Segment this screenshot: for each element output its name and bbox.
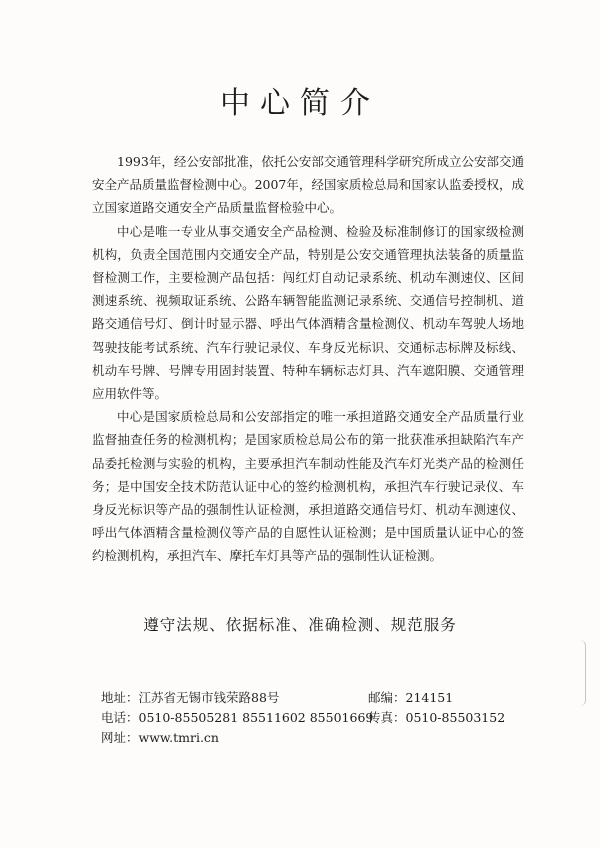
website-text: 网址：www.tmri.cn xyxy=(101,730,219,745)
slogan: 遵守法规、依据标准、准确检测、规范服务 xyxy=(143,616,457,634)
introduction-body xyxy=(92,150,524,568)
contact-row-1 xyxy=(101,688,521,708)
paragraph-scope: 中心是唯一专业从事交通安全产品检测、检验及标准制修订的国家级检测机构，负责全国范围内交通安全产品，特别是公安交通管理执法装备的质量监督检测工作，主要检测产品包括：闯红灯自动记录系统、机动车测速仪、区间测速系统、视频取证系统、公路车辆智能监测记录系统、交通信号控制机、道路交通信号灯、倒计时显示器、呼出气体酒精含量检测仪、机动车驾驶人场地驾驶技能考试系统、汽车行驶记录仪、车身反光标识、交通标志标牌及标线、机动车号牌、号牌专用固封装置、特种车辆标志灯具、汽车遮阳膜、交通管理应用软件等。 xyxy=(92,223,524,402)
paper-edge-mark xyxy=(579,640,586,706)
page-title: 中心简介 xyxy=(220,86,380,121)
contact-row-2 xyxy=(101,708,521,728)
phone-text: 电话：0510-85505281 85511602 85501669 xyxy=(101,710,374,725)
fax-text: 传真：0510-85503152 xyxy=(368,710,506,725)
address-text: 地址：江苏省无锡市钱荣路88号 xyxy=(101,690,280,705)
contact-block xyxy=(101,688,521,748)
contact-row-3 xyxy=(101,728,521,748)
postcode-text: 邮编：214151 xyxy=(368,690,454,705)
paragraph-authority: 中心是国家质检总局和公安部指定的唯一承担道路交通安全产品质量行业监督抽查任务的检测机构；是国家质检总局公布的第一批获准承担缺陷汽车产品委托检测与实验的机构，主要承担汽车制动性能及汽车灯光类产品的检测任务；是中国安全技术防范认证中心的签约检测机构，承担汽车行驶记录仪、车身反光标识等产品的强制性认证检测，承担道路交通信号灯、机动车测速仪、呼出气体酒精含量检测仪等产品的自愿性认证检测；是中国质量认证中心的签约检测机构，承担汽车、摩托车灯具等产品的强制性认证检测。 xyxy=(92,409,524,564)
paragraph-history: 1993年，经公安部批准，依托公安部交通管理科学研究所成立公安部交通安全产品质量监督检测中心。2007年，经国家质检总局和国家认监委授权，成立国家道路交通安全产品质量监督检验中心。 xyxy=(92,154,524,216)
